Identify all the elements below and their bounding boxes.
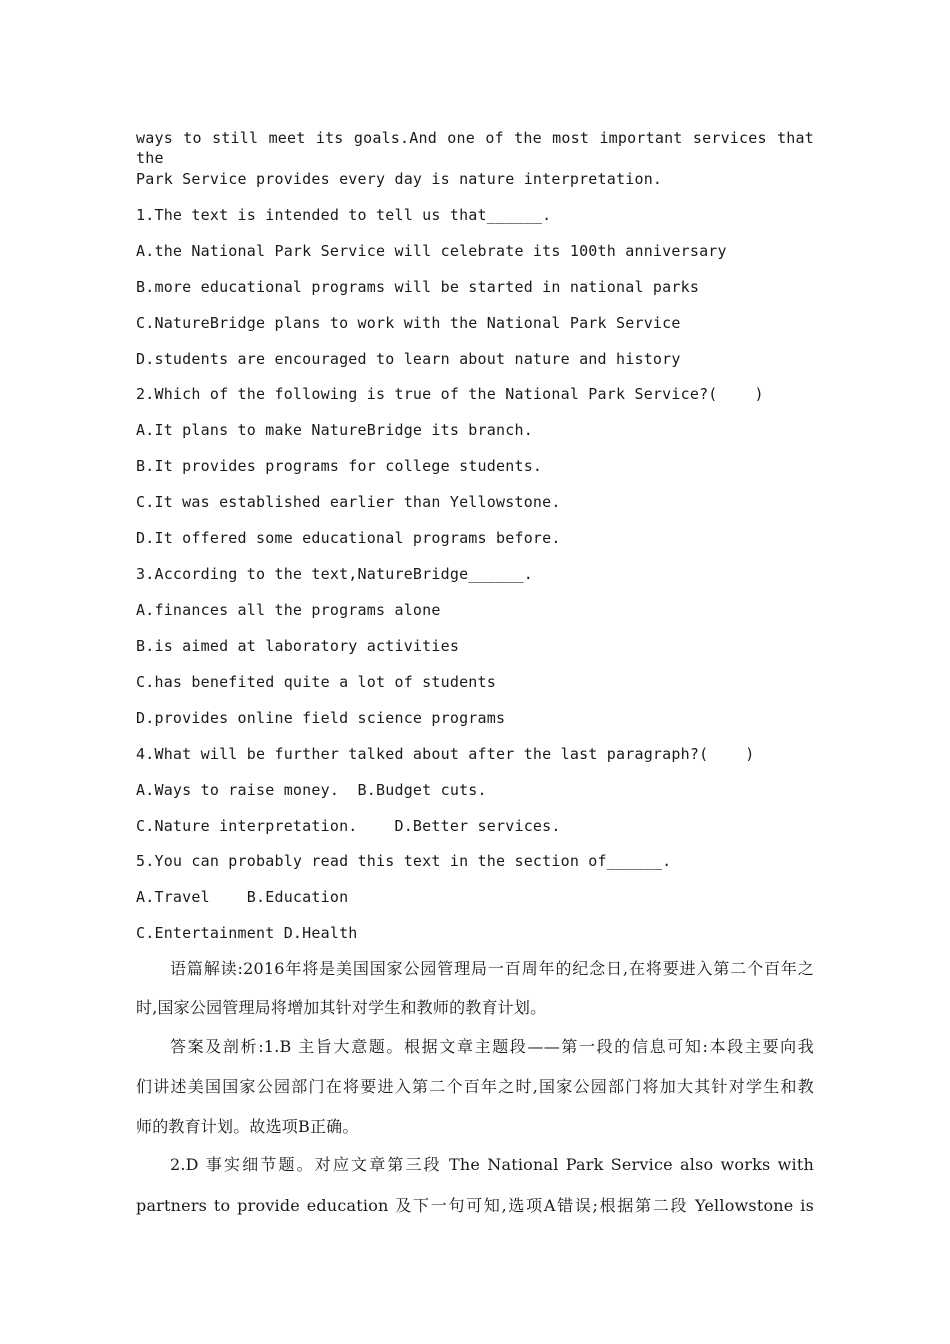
- answer-option: B.It provides programs for college students.: [136, 457, 543, 475]
- answer-option: D.students are encouraged to learn about nature and history: [136, 350, 681, 368]
- answer-option: A.Travel B.Education: [136, 888, 349, 906]
- answer-option: C.has benefited quite a lot of students: [136, 673, 496, 691]
- answer-option: A.finances all the programs alone: [136, 601, 441, 619]
- question-stem: 1.The text is intended to tell us that______.: [136, 206, 552, 224]
- passage-line: ways to still meet its goals.And one of the most important services that the: [136, 129, 814, 167]
- question-stem: 5.You can probably read this text in the section of______.: [136, 852, 672, 870]
- answer-option: C.Entertainment D.Health: [136, 924, 358, 942]
- analysis-summary: 时,国家公园管理局将增加其针对学生和教师的教育计划。: [136, 998, 547, 1017]
- answer-option: B.more educational programs will be started in national parks: [136, 278, 700, 296]
- answer-option: C.NatureBridge plans to work with the National Park Service: [136, 314, 681, 332]
- answer-option: D.It offered some educational programs before.: [136, 529, 561, 547]
- answer-option: D.provides online field science programs: [136, 709, 506, 727]
- answer-explanation: partners to provide education 及下一句可知,选项A错误;根据第二段 Yellowstone is: [136, 1196, 814, 1215]
- answer-explanation: 答案及剖析:1.B 主旨大意题。根据文章主题段——第一段的信息可知:本段主要向我: [170, 1037, 814, 1056]
- analysis-summary: 语篇解读:2016年将是美国国家公园管理局一百周年的纪念日,在将要进入第二个百年之: [170, 959, 814, 978]
- answer-option: B.is aimed at laboratory activities: [136, 637, 460, 655]
- question-stem: 3.According to the text,NatureBridge______.: [136, 565, 533, 583]
- answer-option: C.Nature interpretation. D.Better services.: [136, 817, 561, 835]
- passage-line: Park Service provides every day is nature interpretation.: [136, 170, 663, 188]
- answer-option: A.the National Park Service will celebrate its 100th anniversary: [136, 242, 727, 260]
- answer-option: A.Ways to raise money. B.Budget cuts.: [136, 781, 487, 799]
- answer-option: A.It plans to make NatureBridge its branch.: [136, 421, 533, 439]
- answer-explanation: 师的教育计划。故选项B正确。: [136, 1117, 359, 1136]
- answer-explanation: 们讲述美国国家公园部门在将要进入第二个百年之时,国家公园部门将加大其针对学生和教: [136, 1077, 814, 1096]
- answer-option: C.It was established earlier than Yellowstone.: [136, 493, 561, 511]
- answer-explanation: 2.D 事实细节题。对应文章第三段 The National Park Service also works with: [170, 1155, 814, 1174]
- question-stem: 2.Which of the following is true of the National Park Service?( ): [136, 385, 764, 403]
- question-stem: 4.What will be further talked about after the last paragraph?( ): [136, 745, 755, 763]
